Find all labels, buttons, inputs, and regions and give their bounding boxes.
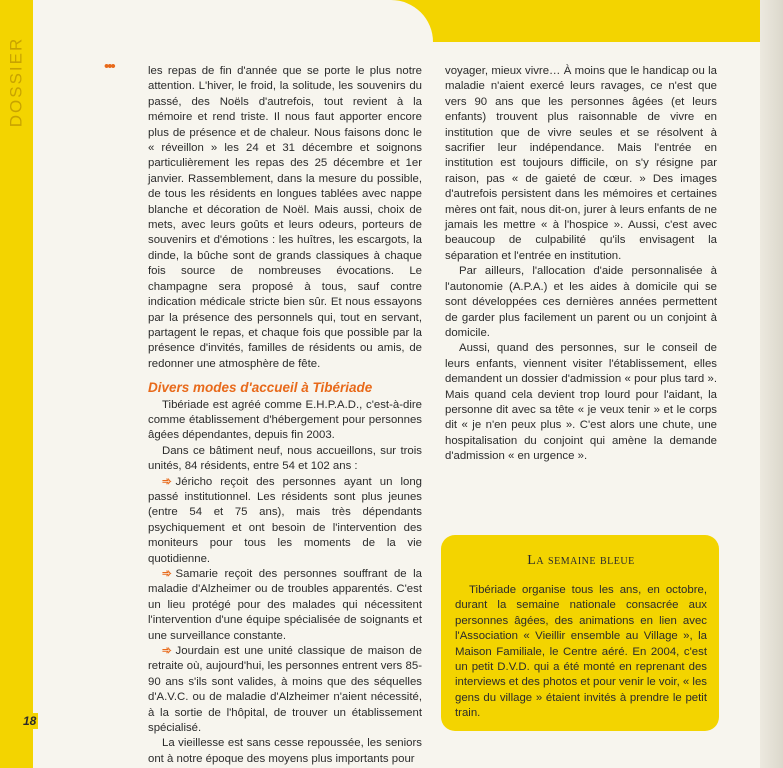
bullet-item-jourdain	[148, 644, 422, 736]
paragraph: voyager, mieux vivre… À moins que le handicap ou la maladie n'aient exercé leurs ravages, ce n'est que vers 90 ans que les personnes âgées (et leurs enfants) trouvent plus raisonnable de vivre en institution que de vivre seules et se résolvent à sacrifier leur indépendance. Mais l'entrée en institution est toujours difficile, on s'y résigne par raison, pas « de gaieté de cœur. » Des images d'autrefois persistent dans les mémoires et certaines mères ont fait, nous dit-on, jurer à leurs enfants de ne jamais les mettre « à l'hospice ». Aussi, c'est avec beaucoup de culpabilité qu'ils envisagent la séparation et l'entrée en institution.	[445, 65, 717, 262]
dots-ornament-icon: •••	[104, 58, 114, 75]
section-label-text: DOSSIER	[6, 36, 25, 128]
arrow-icon: ➾	[162, 475, 172, 488]
bullet-item-jericho	[148, 475, 422, 567]
bullet-text: Jourdain est une unité classique de maison de retraite où, aujourd'hui, les personnes entrent vers 85-90 ans s'ils sont valides, à moins que des séquelles d'A.V.C. ou de maladie d'Alzheimer n'aient nécessité, à la sortie de l'hôpital, de trouver un établissement spécialisé.	[148, 645, 422, 735]
box-text: Tibériade organise tous les ans, en octobre, durant la semaine nationale consacrée aux personnes âgées, des animations en lien avec l'Association « Vieillir ensemble au Village », la Maison Familiale, le Centre aéré. En 2004, c'est un petit D.V.D. qui a été monté en reprenant des interviews et des photos et pour venir le voir, « les gens du village » étaient invités à prendre le petit train.	[455, 584, 707, 720]
paragraph: Dans ce bâtiment neuf, nous accueillons, sur trois unités, 84 résidents, entre 54 et 102 ans :	[148, 444, 422, 473]
bullet-text: Samarie reçoit des personnes souffrant de la maladie d'Alzheimer ou de troubles apparentés. C'est un lieu protégé pour des malades qui nécessitent l'intervention d'une équipe spécialisée de soignants et une surveillance constante.	[148, 568, 422, 642]
sidebar-box-semaine-bleue	[441, 535, 719, 731]
arrow-icon: ➾	[162, 645, 172, 658]
left-column	[148, 64, 422, 767]
paragraph: Aussi, quand des personnes, sur le conseil de leurs enfants, viennent visiter l'établissement, elles demandent un dossier d'admission « pour plus tard ». Mais quand cela devient trop lourd pour l'aidant, la personne dit avec sa tête « je veux tenir » et le corps dit « je n'en peux plus ». C'est alors une chute, une hospitalisation du conjoint qui amène la demande d'admission « en urgence ».	[445, 342, 717, 463]
box-title: La semaine bleue	[527, 553, 635, 568]
page-number: 18	[23, 714, 37, 728]
paragraph: Tibériade est agréé comme E.H.P.A.D., c'est-à-dire comme établissement d'hébergement pour personnes âgées dépendantes, depuis fin 2003.	[148, 398, 422, 442]
arrow-icon: ➾	[162, 568, 172, 580]
paragraph: les repas de fin d'année que se porte le plus notre attention. L'hiver, le froid, la solitude, les souvenirs du passé, des Noëls d'autrefois, tout revient à la mémoire et rend triste. Il nous faut apporter encore plus de présence et de chaleur. Nous faisons donc le « réveillon » les 24 et 31 décembre et soignons particulièrement les repas des 25 décembre et 1er janvier. Rassemblement, dans la mesure du possible, de tous les résidents en longues tablées avec nappe blanche et décoration de Noël. Mais aussi, choix de mets, avec leurs goûts et leurs odeurs, porteurs de souvenirs et d'émotions : les huîtres, les escargots, la dinde, la bûche sont de grands classiques à chaque fois source de nombreuses évocations. Le champagne sera proposé à tous, sauf contre indication médicale stricte bien sûr. Et nous essayons par la présence des personnels qui, tout en servant, partagent le repas, et chaque fois que possible par la présence d'invités, familles de résidents ou amis, de redonner une atmosphère de fête.	[148, 65, 422, 370]
paragraph: Par ailleurs, l'allocation d'aide personnalisée à l'autonomie (A.P.A.) et les aides à domicile qui se sont développées ces dernières années permettent de garder plus facilement un parent ou un conjoint à domicile.	[445, 265, 717, 339]
section-heading: Divers modes d'accueil à Tibériade	[148, 380, 373, 396]
bullet-item-samarie	[148, 567, 422, 644]
bullet-text: Jéricho reçoit des personnes ayant un long passé institutionnel. Les résidents sont plus jeunes (entre 54 et 75 ans), mais très dépendants psychiquement et ont besoin de l'intervention des moniteurs pour tous les moments de la vie quotidienne.	[148, 475, 422, 565]
paragraph: La vieillesse est sans cesse repoussée, les seniors ont à notre époque des moyens plus importants pour	[148, 737, 422, 765]
right-column	[445, 64, 717, 465]
